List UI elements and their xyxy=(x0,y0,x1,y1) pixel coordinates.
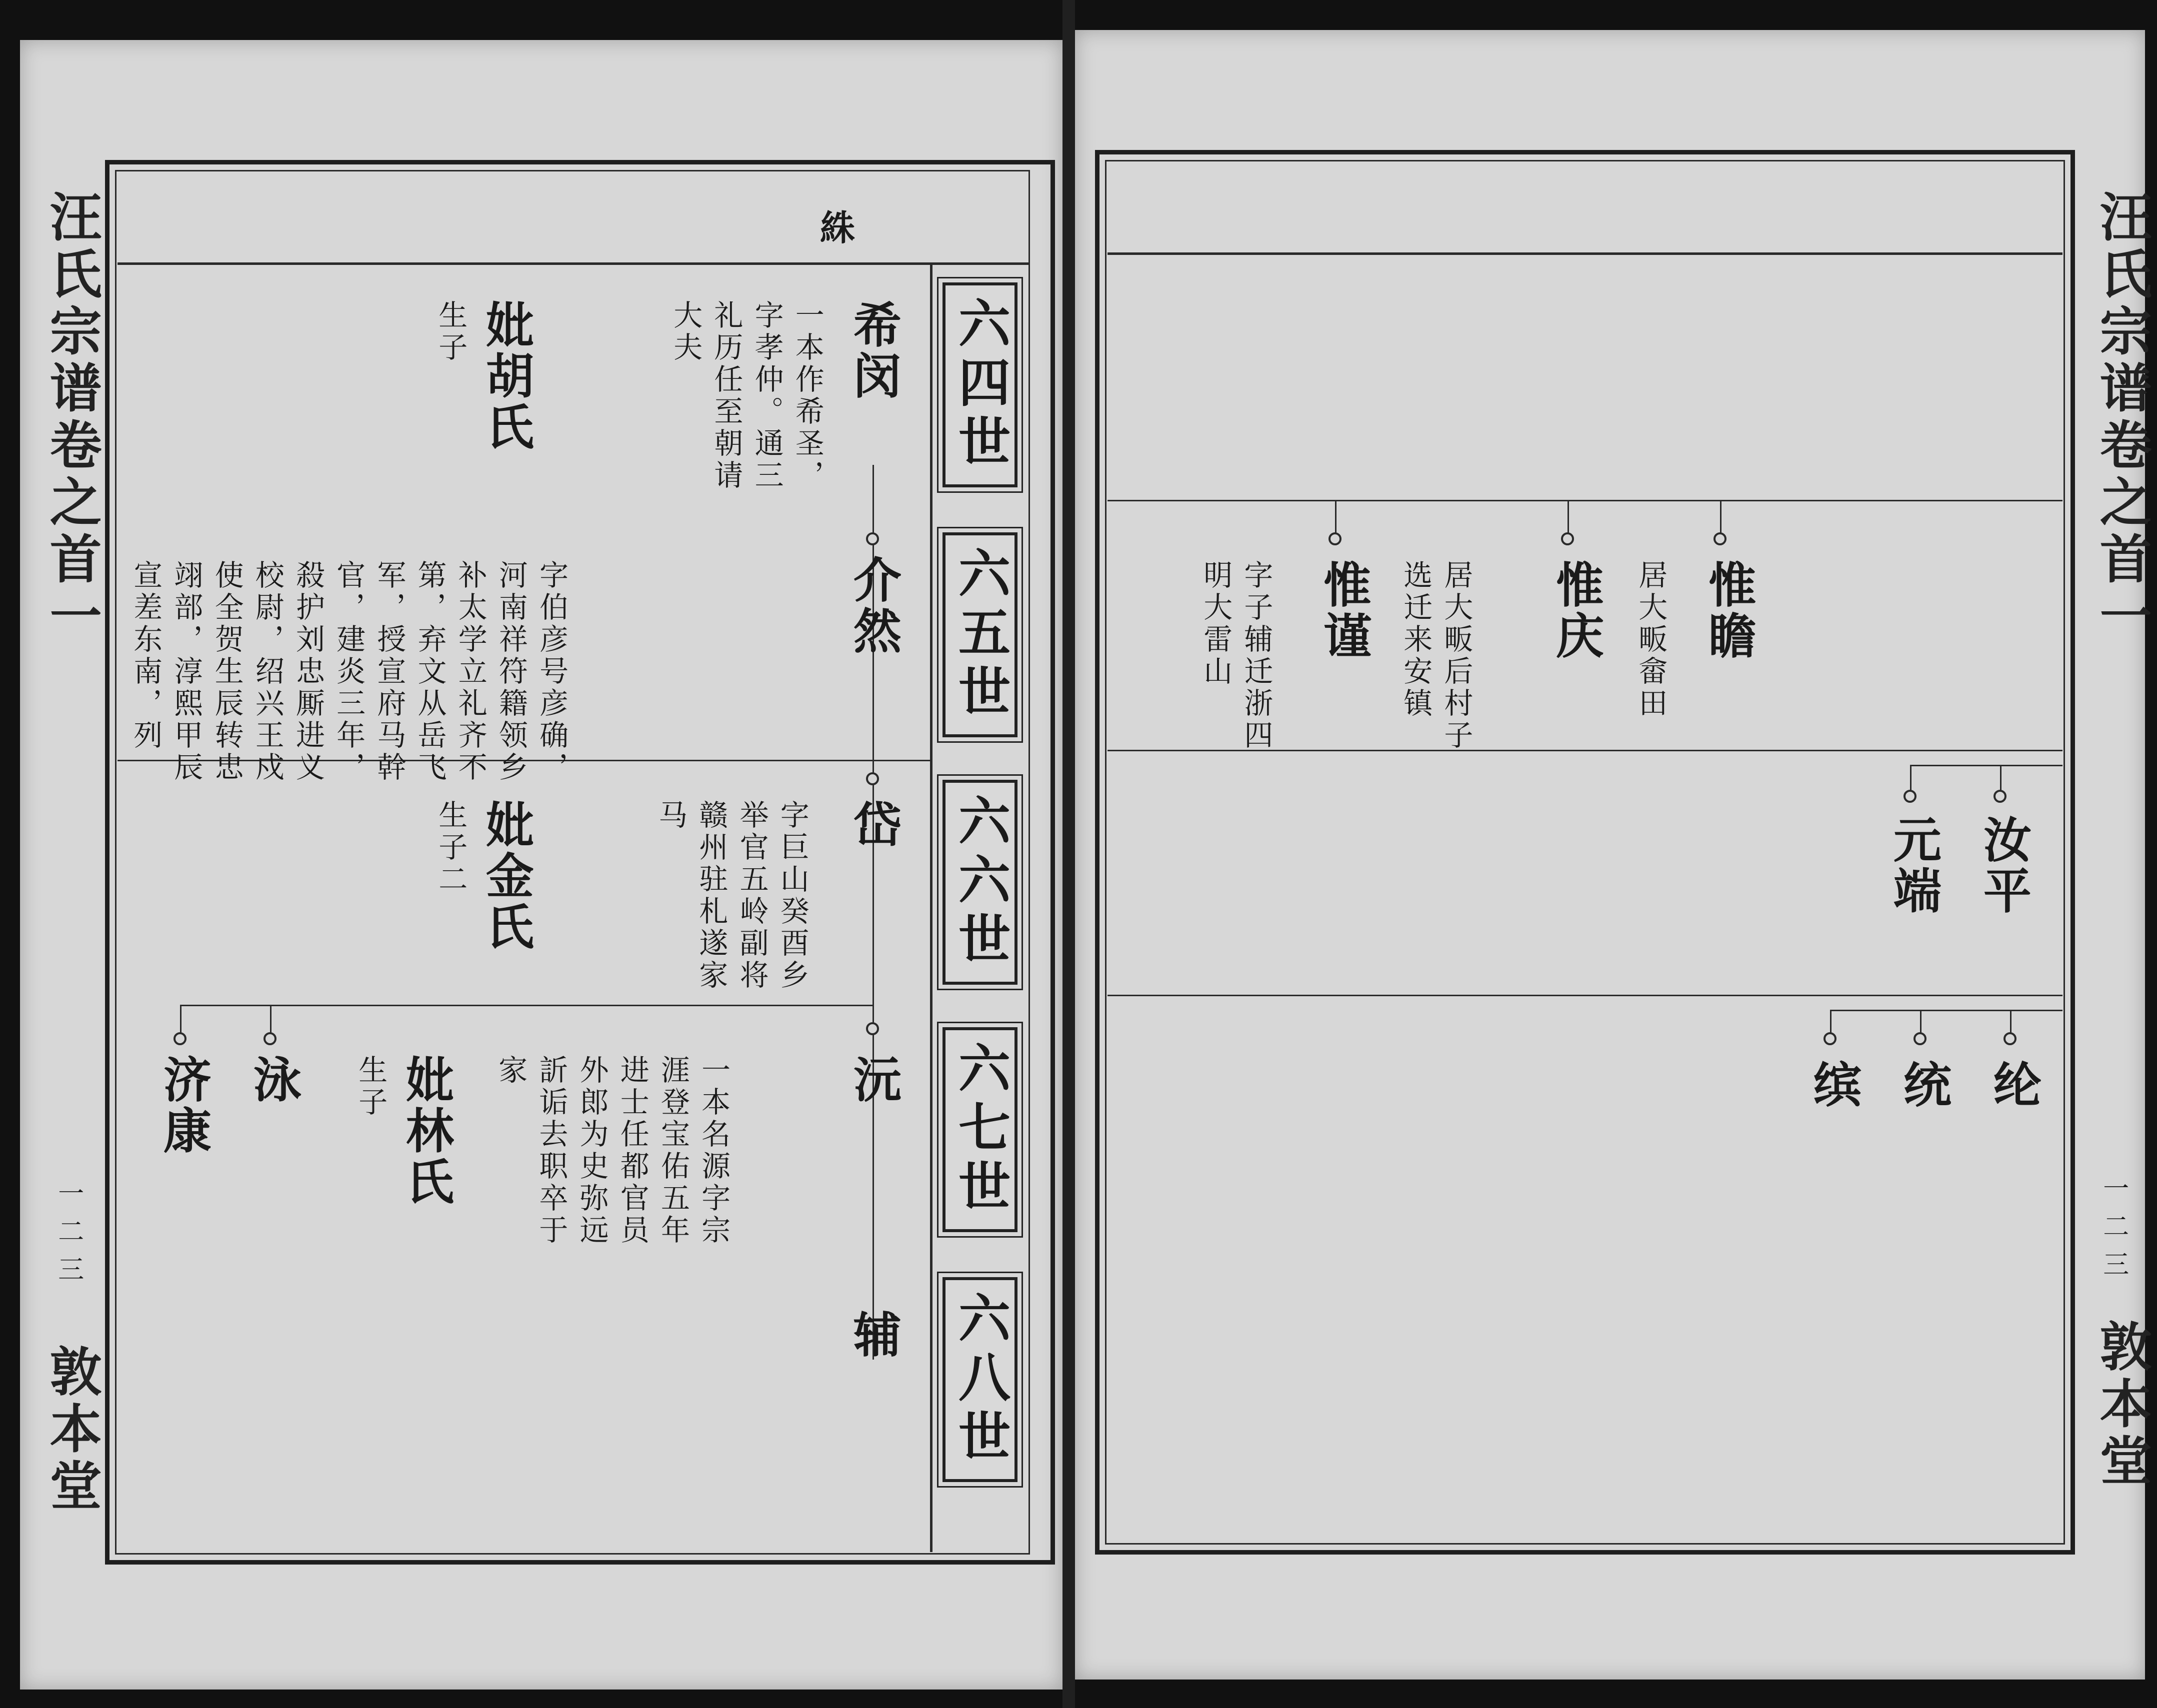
person-xi-min: 希闵 xyxy=(846,300,902,402)
knot-bin xyxy=(1824,1032,1836,1045)
right-page xyxy=(1075,30,2152,1680)
book-spine xyxy=(1062,0,1075,1708)
person-jie-ran: 介然 xyxy=(846,555,902,657)
left-folio-number: 一二三 xyxy=(53,1180,84,1294)
knot-tong xyxy=(1914,1032,1926,1045)
left-header-rule xyxy=(118,262,1030,265)
person-wei-qing: 惟庆 xyxy=(1548,560,1605,662)
lineage-knot-jieran xyxy=(866,532,879,545)
person-wife-hu: 妣胡氏 xyxy=(478,300,535,453)
generation-box-68: 六八世 xyxy=(942,1277,1018,1482)
left-page xyxy=(20,40,1062,1690)
left-hall-name: 敦本堂 xyxy=(40,1345,102,1516)
person-yuan-duan: 元端 xyxy=(1886,815,1942,917)
generation-box-67: 六七世 xyxy=(942,1027,1018,1232)
person-wei-zhan: 惟瞻 xyxy=(1700,560,1758,662)
knot-wei-zhan xyxy=(1714,532,1726,545)
person-yong: 泳 xyxy=(246,1055,302,1106)
person-wife-lin: 妣林氏 xyxy=(398,1055,455,1208)
knot-yuan-duan xyxy=(1904,790,1916,803)
person-wife-jin: 妣金氏 xyxy=(478,800,535,953)
generation-box-64: 六四世 xyxy=(942,282,1018,487)
lineage-knot-yong xyxy=(264,1032,276,1045)
note-wei-zhan: 居大畈畲田 xyxy=(1634,560,1668,720)
person-fu: 辅 xyxy=(846,1310,902,1361)
left-generation-column-rule xyxy=(930,262,932,1552)
person-yuan: 沅 xyxy=(846,1055,902,1106)
drop-wei-zhan xyxy=(1720,500,1722,537)
drop-tong xyxy=(1920,1010,1922,1035)
person-tong: 统 xyxy=(1896,1060,1952,1111)
note-yuan: 一本名源字宗涯登宝佑五年进士任都官员外郎为史弥远訢诟去职卒于家 xyxy=(494,1055,731,1247)
note-jie-ran: 字伯彦号彦确，河南祥符籍领乡补太学立礼齐不第，弃文从岳飞军，授宣府马幹官，建炎三年，殺护刘忠厮进义校尉，绍兴王戍使全贺生辰转忠翊部，淳熙甲辰宣差东南，列 xyxy=(128,560,569,784)
note-wife-lin: 生子 xyxy=(354,1055,388,1119)
lineage-knot-yuan xyxy=(866,1022,879,1035)
person-dai: 岱 xyxy=(846,800,902,851)
person-bin: 缤 xyxy=(1806,1060,1862,1111)
person-ji-kang: 济康 xyxy=(156,1055,212,1157)
note-wife-jin: 生子二 xyxy=(434,800,468,896)
generation-box-65: 六五世 xyxy=(942,532,1018,737)
knot-lun xyxy=(2004,1032,2016,1045)
knot-ru-ping xyxy=(1994,790,2006,803)
lineage-knot-jikang xyxy=(174,1032,186,1045)
person-lun: 纶 xyxy=(1986,1060,2042,1111)
right-folio-number: 一二三 xyxy=(2098,1175,2128,1289)
left-margin-title: 汪氏宗谱卷之首一 xyxy=(40,190,102,646)
knot-wei-qing xyxy=(1561,532,1574,545)
left-header-char: 絑 xyxy=(820,207,855,248)
left-branch-drop-jikang xyxy=(180,1005,182,1035)
note-dai: 字巨山癸酉乡举官五岭副将赣州驻札遂家马 xyxy=(654,800,810,992)
note-xi-min: 一本作希圣，字孝仲。通三礼历任至朝请大夫 xyxy=(668,300,824,492)
person-ru-ping: 汝平 xyxy=(1976,815,2032,917)
note-wei-jin: 字子辅迁浙四明大雷山 xyxy=(1198,560,1274,752)
lineage-knot-dai xyxy=(866,772,879,785)
right-hall-name: 敦本堂 xyxy=(2090,1320,2152,1491)
branch-line-si xyxy=(1830,1010,2062,1011)
drop-lun xyxy=(2010,1010,2012,1035)
branch-line-ru xyxy=(1910,765,2062,766)
note-wife-hu: 生子 xyxy=(434,300,468,364)
drop-wei-jin xyxy=(1335,500,1336,537)
drop-wei-qing xyxy=(1568,500,1569,537)
knot-wei-jin xyxy=(1328,532,1342,545)
right-header-rule xyxy=(1108,252,2062,255)
right-margin-title: 汪氏宗谱卷之首一 xyxy=(2090,190,2152,646)
left-branch-drop-yong xyxy=(270,1005,272,1035)
right-section-divider-3 xyxy=(1108,995,2062,996)
note-wei-qing: 居大畈后村子选迁来安镇 xyxy=(1398,560,1474,752)
branch-line-wei xyxy=(1335,500,2062,501)
generation-box-66: 六六世 xyxy=(942,780,1018,985)
person-wei-jin: 惟谨 xyxy=(1316,560,1372,662)
lineage-line-fu xyxy=(872,1250,874,1310)
drop-bin xyxy=(1830,1010,1832,1035)
